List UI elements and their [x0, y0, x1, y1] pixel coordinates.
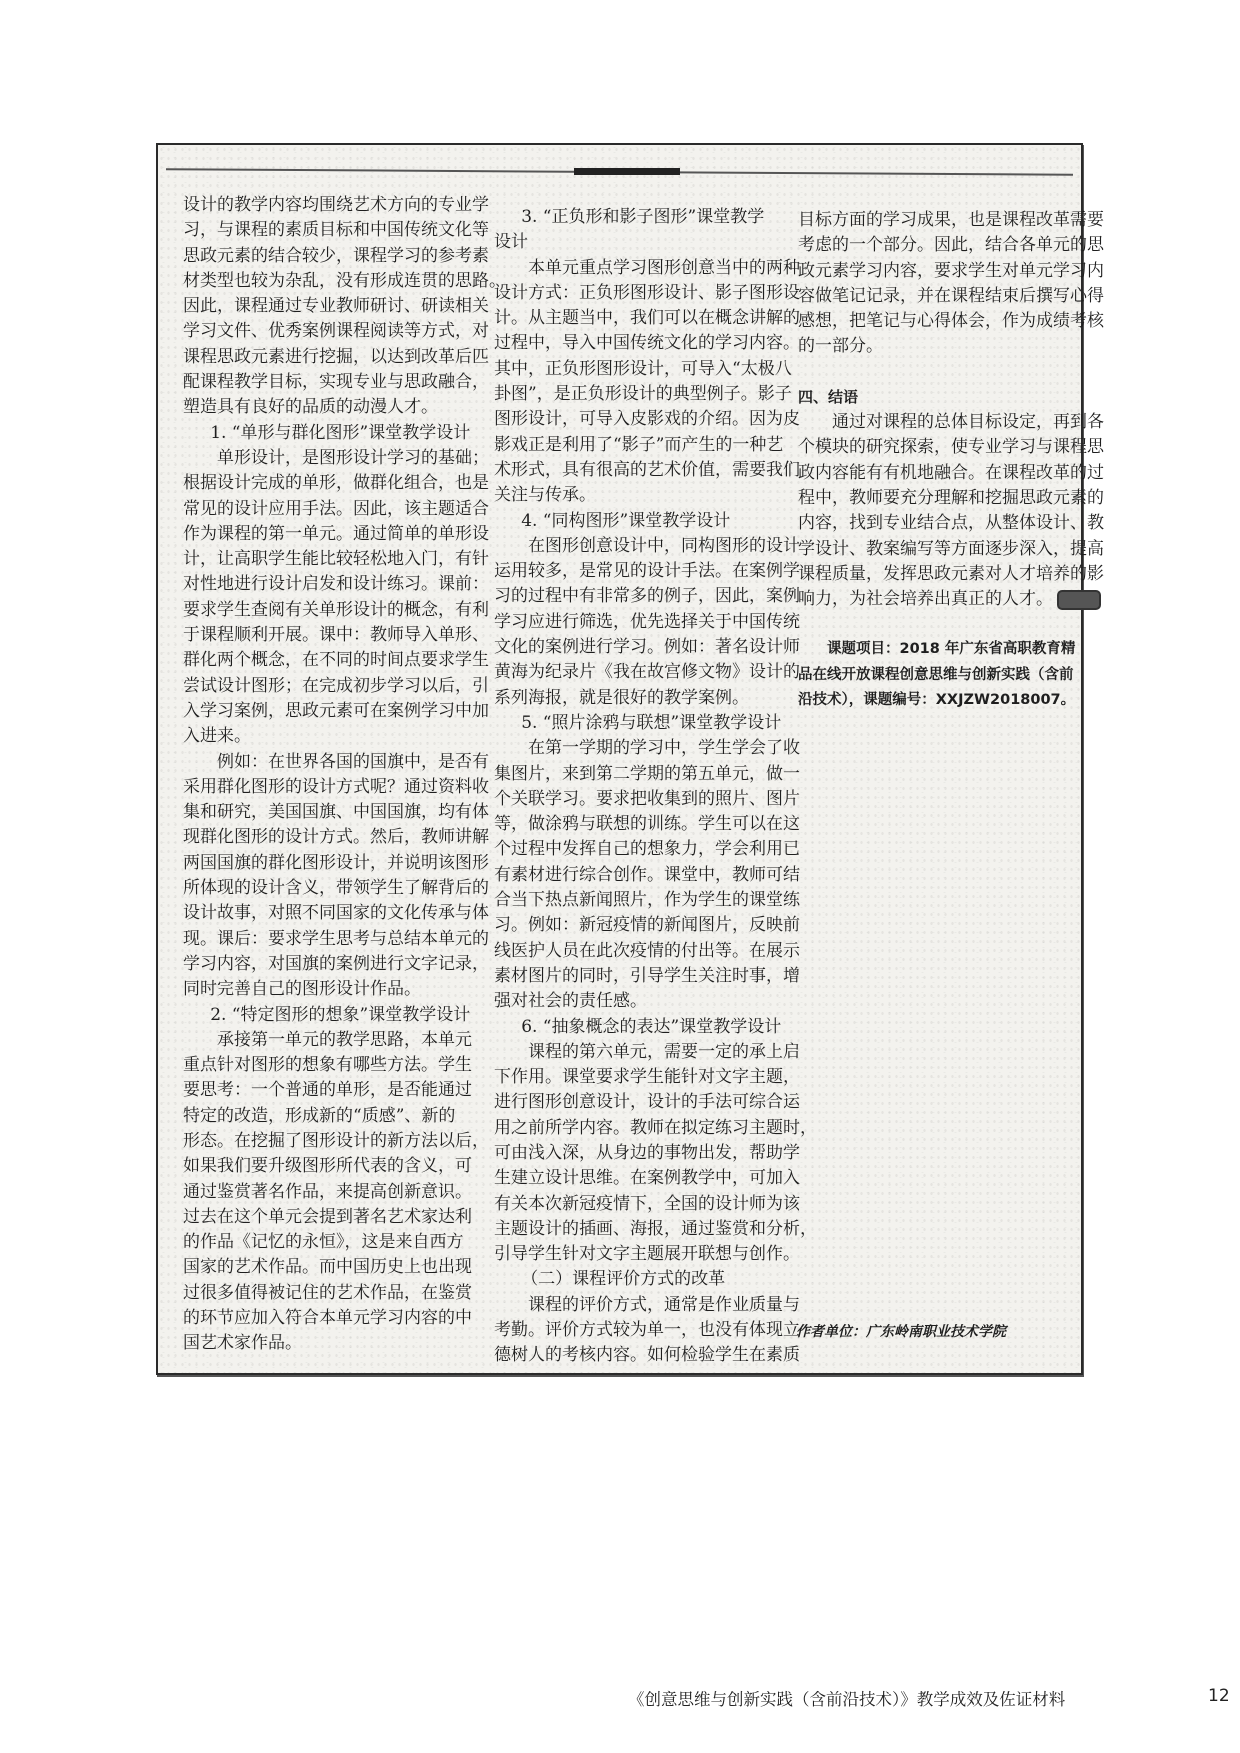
text-line: 关注与传承。: [494, 485, 596, 506]
text-line: 程中，教师要充分理解和挖掘思政元素的: [798, 487, 1104, 508]
text-line: 德树人的考核内容。如何检验学生在素质: [494, 1345, 800, 1366]
spacer: [798, 360, 1060, 385]
text-line: 例如：在世界各国的国旗中，是否有: [217, 751, 489, 772]
text-line: 感想，把笔记与心得体会，作为成绩考核: [798, 311, 1104, 332]
text-line: 影戏正是利用了“影子”而产生的一种艺: [494, 434, 784, 455]
text-line: 过去在这个单元会提到著名艺术家达利: [183, 1206, 472, 1227]
column-2: [494, 205, 817, 1369]
text-line: 特定的改造，形成新的“质感”、新的: [183, 1105, 456, 1126]
paragraph: [183, 193, 506, 421]
paragraph: [494, 1293, 800, 1369]
project-note: [798, 637, 1076, 713]
text-line: 黄海为纪录片《我在故宫修文物》设计的: [494, 662, 800, 683]
text-line: 配课程教学目标，实现专业与思政融合，: [183, 372, 489, 393]
text-line: 2. “特定图形的想象”课堂教学设计: [210, 1004, 471, 1025]
text-line: 于课程顺利开展。课中：教师导入单形、: [183, 625, 489, 646]
text-line: 有素材进行综合创作。课堂中，教师可结: [494, 864, 800, 885]
text-line: 习的过程中有非常多的例子，因此，案例: [494, 586, 800, 607]
text-line: 政元素学习内容，要求学生对单元学习内: [798, 260, 1104, 281]
text-line: 4. “同构图形”课堂教学设计: [521, 510, 731, 531]
section-heading: [798, 385, 1060, 410]
text-line: 现群化图形的设计方式。然后，教师讲解: [183, 827, 489, 848]
text-line: 等，做涂鸦与联想的训练。学生可以在这: [494, 814, 800, 835]
paragraph: [798, 208, 1104, 360]
text-line: 作为课程的第一单元。通过简单的单形设: [183, 523, 489, 544]
text-line: 卦图”，是正负形设计的典型例子。影子: [494, 384, 792, 405]
text-line: 响力，为社会培养出真正的人才。: [798, 587, 1060, 612]
text-line: 品在线开放课程创意思维与创新实践（含前: [798, 666, 1074, 683]
text-line: 所体现的设计含义，带领学生了解背后的: [183, 878, 489, 899]
text-line: 计。从主题当中，我们可以在概念讲解的: [494, 308, 800, 329]
text-line: 通过对课程的总体目标设定，再到各: [832, 412, 1104, 433]
text-line: 设计的教学内容均围绕艺术方向的专业学: [183, 195, 489, 215]
text-line: 可由浅入深，从身边的事物出发，帮助学: [494, 1142, 800, 1163]
text-line: 1. “单形与群化图形”课堂教学设计: [210, 422, 471, 443]
text-line: 设计故事，对照不同国家的文化传承与体: [183, 903, 489, 924]
text-line: 课程思政元素进行挖掘，以达到改革后匹: [183, 346, 489, 367]
paragraph: [494, 256, 800, 509]
text-line: 系列海报，就是很好的教学案例。: [494, 687, 749, 708]
text-line: 现。课后：要求学生思考与总结本单元的: [183, 928, 489, 949]
text-line: 学设计、教案编写等方面逐步深入，提高: [798, 538, 1104, 559]
text-line: 下作用。课堂要求学生能针对文字主题，: [494, 1067, 800, 1088]
text-line: 图形设计，可导入皮影戏的介绍。因为皮: [494, 409, 800, 430]
text-line: 本单元重点学习图形创意当中的两种: [528, 257, 800, 278]
text-line: 过程中，导入中国传统文化的学习内容。: [494, 333, 800, 354]
text-line: 过很多值得被记住的艺术作品，在鉴赏: [183, 1282, 472, 1303]
text-line: 生建立设计思维。在案例教学中，可加入: [494, 1168, 800, 1189]
text-line: 素材图片的同时，引导学生关注时事，增: [494, 965, 800, 986]
text-line: 在图形创意设计中，同构图形的设计: [528, 535, 800, 556]
text-line: 要求学生查阅有关单形设计的概念，有利: [183, 599, 489, 620]
text-line: 设计方式：正负形图形设计、影子图形设: [494, 282, 800, 303]
subsection-heading: [494, 711, 782, 736]
text-line: 采用群化图形的设计方式呢？通过资料收: [183, 776, 489, 797]
text-line: 沿技术），课题编号：XXJZW2018007。: [798, 692, 1076, 709]
text-line: 个模块的研究探索，使专业学习与课程思: [798, 437, 1104, 458]
text-line: 合当下热点新闻照片，作为学生的课堂练: [494, 890, 800, 911]
text-line: 对性地进行设计启发和设计练习。课前：: [183, 574, 489, 595]
text-line: 同时完善自己的图形设计作品。: [183, 979, 421, 1000]
text-line: 考虑的一个部分。因此，结合各单元的思: [798, 235, 1104, 256]
subsection-heading: [494, 205, 765, 256]
text-line: 思政元素的结合较少，课程学习的参考素: [183, 245, 489, 266]
paragraph: [183, 750, 489, 1003]
text-line: 入进来。: [183, 726, 251, 747]
text-line: 引导学生针对文字主题展开联想与创作。: [494, 1244, 800, 1265]
text-line: 设计: [494, 232, 528, 253]
paragraph: [494, 1040, 817, 1268]
text-line: （二）课程评价方式的改革: [521, 1269, 726, 1290]
column-1: [183, 193, 506, 1357]
text-line: 四、结语: [798, 387, 859, 406]
text-line: 要思考：一个普通的单形，是否能通过: [183, 1080, 472, 1101]
text-line: 学习文件、优秀案例课程阅读等方式，对: [183, 321, 489, 342]
text-line: 承接第一单元的教学思路，本单元: [217, 1029, 472, 1050]
text-line: 两国国旗的群化图形设计，并说明该图形: [183, 852, 489, 873]
scanned-article: [156, 143, 1104, 1375]
text-line: 根据设计完成的单形，做群化组合，也是: [183, 473, 489, 494]
text-line: 常见的设计应用手法。因此，该主题适合: [183, 498, 489, 519]
text-line: 3. “正负形和影子图形”课堂教学: [521, 207, 765, 227]
text-line: 国家的艺术作品。而中国历史上也出现: [183, 1257, 472, 1278]
text-line: 有关本次新冠疫情下，全国的设计师为该: [494, 1193, 800, 1214]
text-line: 其中，正负形图形设计，可导入“太极八: [494, 358, 792, 379]
text-line: 个关联学习。要求把收集到的照片、图片: [494, 788, 800, 809]
text-line: 通过鉴赏著名作品，来提高创新意识。: [183, 1181, 472, 1202]
text-line: 强对社会的责任感。: [494, 991, 647, 1012]
text-line: 运用较多，是常见的设计手法。在案例学: [494, 561, 800, 582]
text-line: 政内容能有有机地融合。在课程改革的过: [798, 462, 1104, 483]
text-line: 6. “抽象概念的表达”课堂教学设计: [521, 1016, 782, 1037]
text-line: 学习应进行筛选，优先选择关于中国传统: [494, 611, 800, 632]
text-line: 文化的案例进行学习。例如：著名设计师: [494, 637, 800, 658]
paragraph: [494, 534, 800, 711]
text-line: 进行图形创意设计，设计的手法可综合运: [494, 1092, 800, 1113]
spacer: [798, 612, 1060, 637]
column-3: [798, 208, 1104, 713]
text-line: 集图片，来到第二学期的第五单元，做一: [494, 763, 800, 784]
paragraph: [183, 1028, 489, 1357]
text-line: 单形设计，是图形设计学习的基础；: [217, 447, 489, 468]
subsection-heading: [183, 421, 471, 446]
author-affiliation: 作者单位：广东岭南职业技术学院: [796, 1324, 1006, 1340]
text-line: 塑造具有良好的品质的动漫人才。: [183, 397, 438, 418]
text-line: 国艺术家作品。: [183, 1333, 302, 1354]
text-line: 集和研究，美国国旗、中国国旗，均有体: [183, 802, 489, 823]
subsection-heading: [494, 1267, 760, 1292]
text-line: 主题设计的插画、海报，通过鉴赏和分析，: [494, 1218, 817, 1239]
end-mark-stamp-icon: [1057, 590, 1101, 610]
subsection-heading: [494, 1015, 782, 1040]
text-line: 课程的第六单元，需要一定的承上启: [528, 1041, 800, 1062]
text-line: 的作品《记忆的永恒》，这是来自西方: [183, 1232, 464, 1253]
text-line: 计，让高职学生能比较轻松地入门，有针: [183, 549, 489, 570]
text-line: 课题项目：2018 年广东省高职教育精: [827, 641, 1076, 658]
text-line: 课程质量，发挥思政元素对人才培养的影: [798, 563, 1104, 584]
text-line: 习，与课程的素质目标和中国传统文化等: [183, 220, 489, 241]
text-line: 学习内容，对国旗的案例进行文字记录，: [183, 953, 489, 974]
header-rule-bar: [574, 168, 680, 175]
text-line: 习。例如：新冠疫情的新闻图片，反映前: [494, 915, 800, 936]
footer-title: 《创意思维与创新实践（含前沿技术）》教学成效及佐证材料: [628, 1690, 1066, 1709]
text-line: 的环节应加入符合本单元学习内容的中: [183, 1308, 472, 1329]
text-line: 5. “照片涂鸦与联想”课堂教学设计: [521, 712, 782, 733]
text-line: 的一部分。: [798, 336, 883, 357]
text-line: 考勤。评价方式较为单一，也没有体现立: [494, 1320, 800, 1341]
text-line: 在第一学期的学习中，学生学会了收: [528, 738, 800, 759]
paragraph: [798, 410, 1104, 612]
text-line: 术形式，具有很高的艺术价值，需要我们: [494, 459, 800, 480]
text-line: 个过程中发挥自己的想象力，学会利用已: [494, 839, 800, 860]
text-line: 因此，课程通过专业教师研讨、研读相关: [183, 296, 489, 317]
subsection-heading: [494, 509, 760, 534]
text-line: 目标方面的学习成果，也是课程改革需要: [798, 210, 1104, 230]
text-line: 尝试设计图形；在完成初步学习以后，引: [183, 675, 489, 696]
text-line: 内容，找到专业结合点，从整体设计、教: [798, 513, 1104, 534]
text-line: 形态。在挖掘了图形设计的新方法以后，: [183, 1130, 489, 1151]
text-line: 材类型也较为杂乱，没有形成连贯的思路。: [183, 270, 506, 291]
text-line: 线医护人员在此次疫情的付出等。在展示: [494, 940, 800, 961]
text-line: 入学习案例，思政元素可在案例学习中加: [183, 700, 489, 721]
page-number: 12: [1208, 1686, 1230, 1706]
paragraph: [183, 446, 489, 750]
text-line: 课程的评价方式，通常是作业质量与: [528, 1294, 800, 1315]
text-line: 用之前所学内容。教师在拟定练习主题时，: [494, 1117, 817, 1138]
text-line: 重点针对图形的想象有哪些方法。学生: [183, 1055, 472, 1076]
paragraph: [494, 736, 800, 1014]
text-line: 群化两个概念，在不同的时间点要求学生: [183, 650, 489, 671]
text-line: 如果我们要升级图形所代表的含义，可: [183, 1156, 472, 1177]
subsection-heading: [183, 1003, 471, 1028]
text-line: 容做笔记记录，并在课程结束后撰写心得: [798, 285, 1104, 306]
